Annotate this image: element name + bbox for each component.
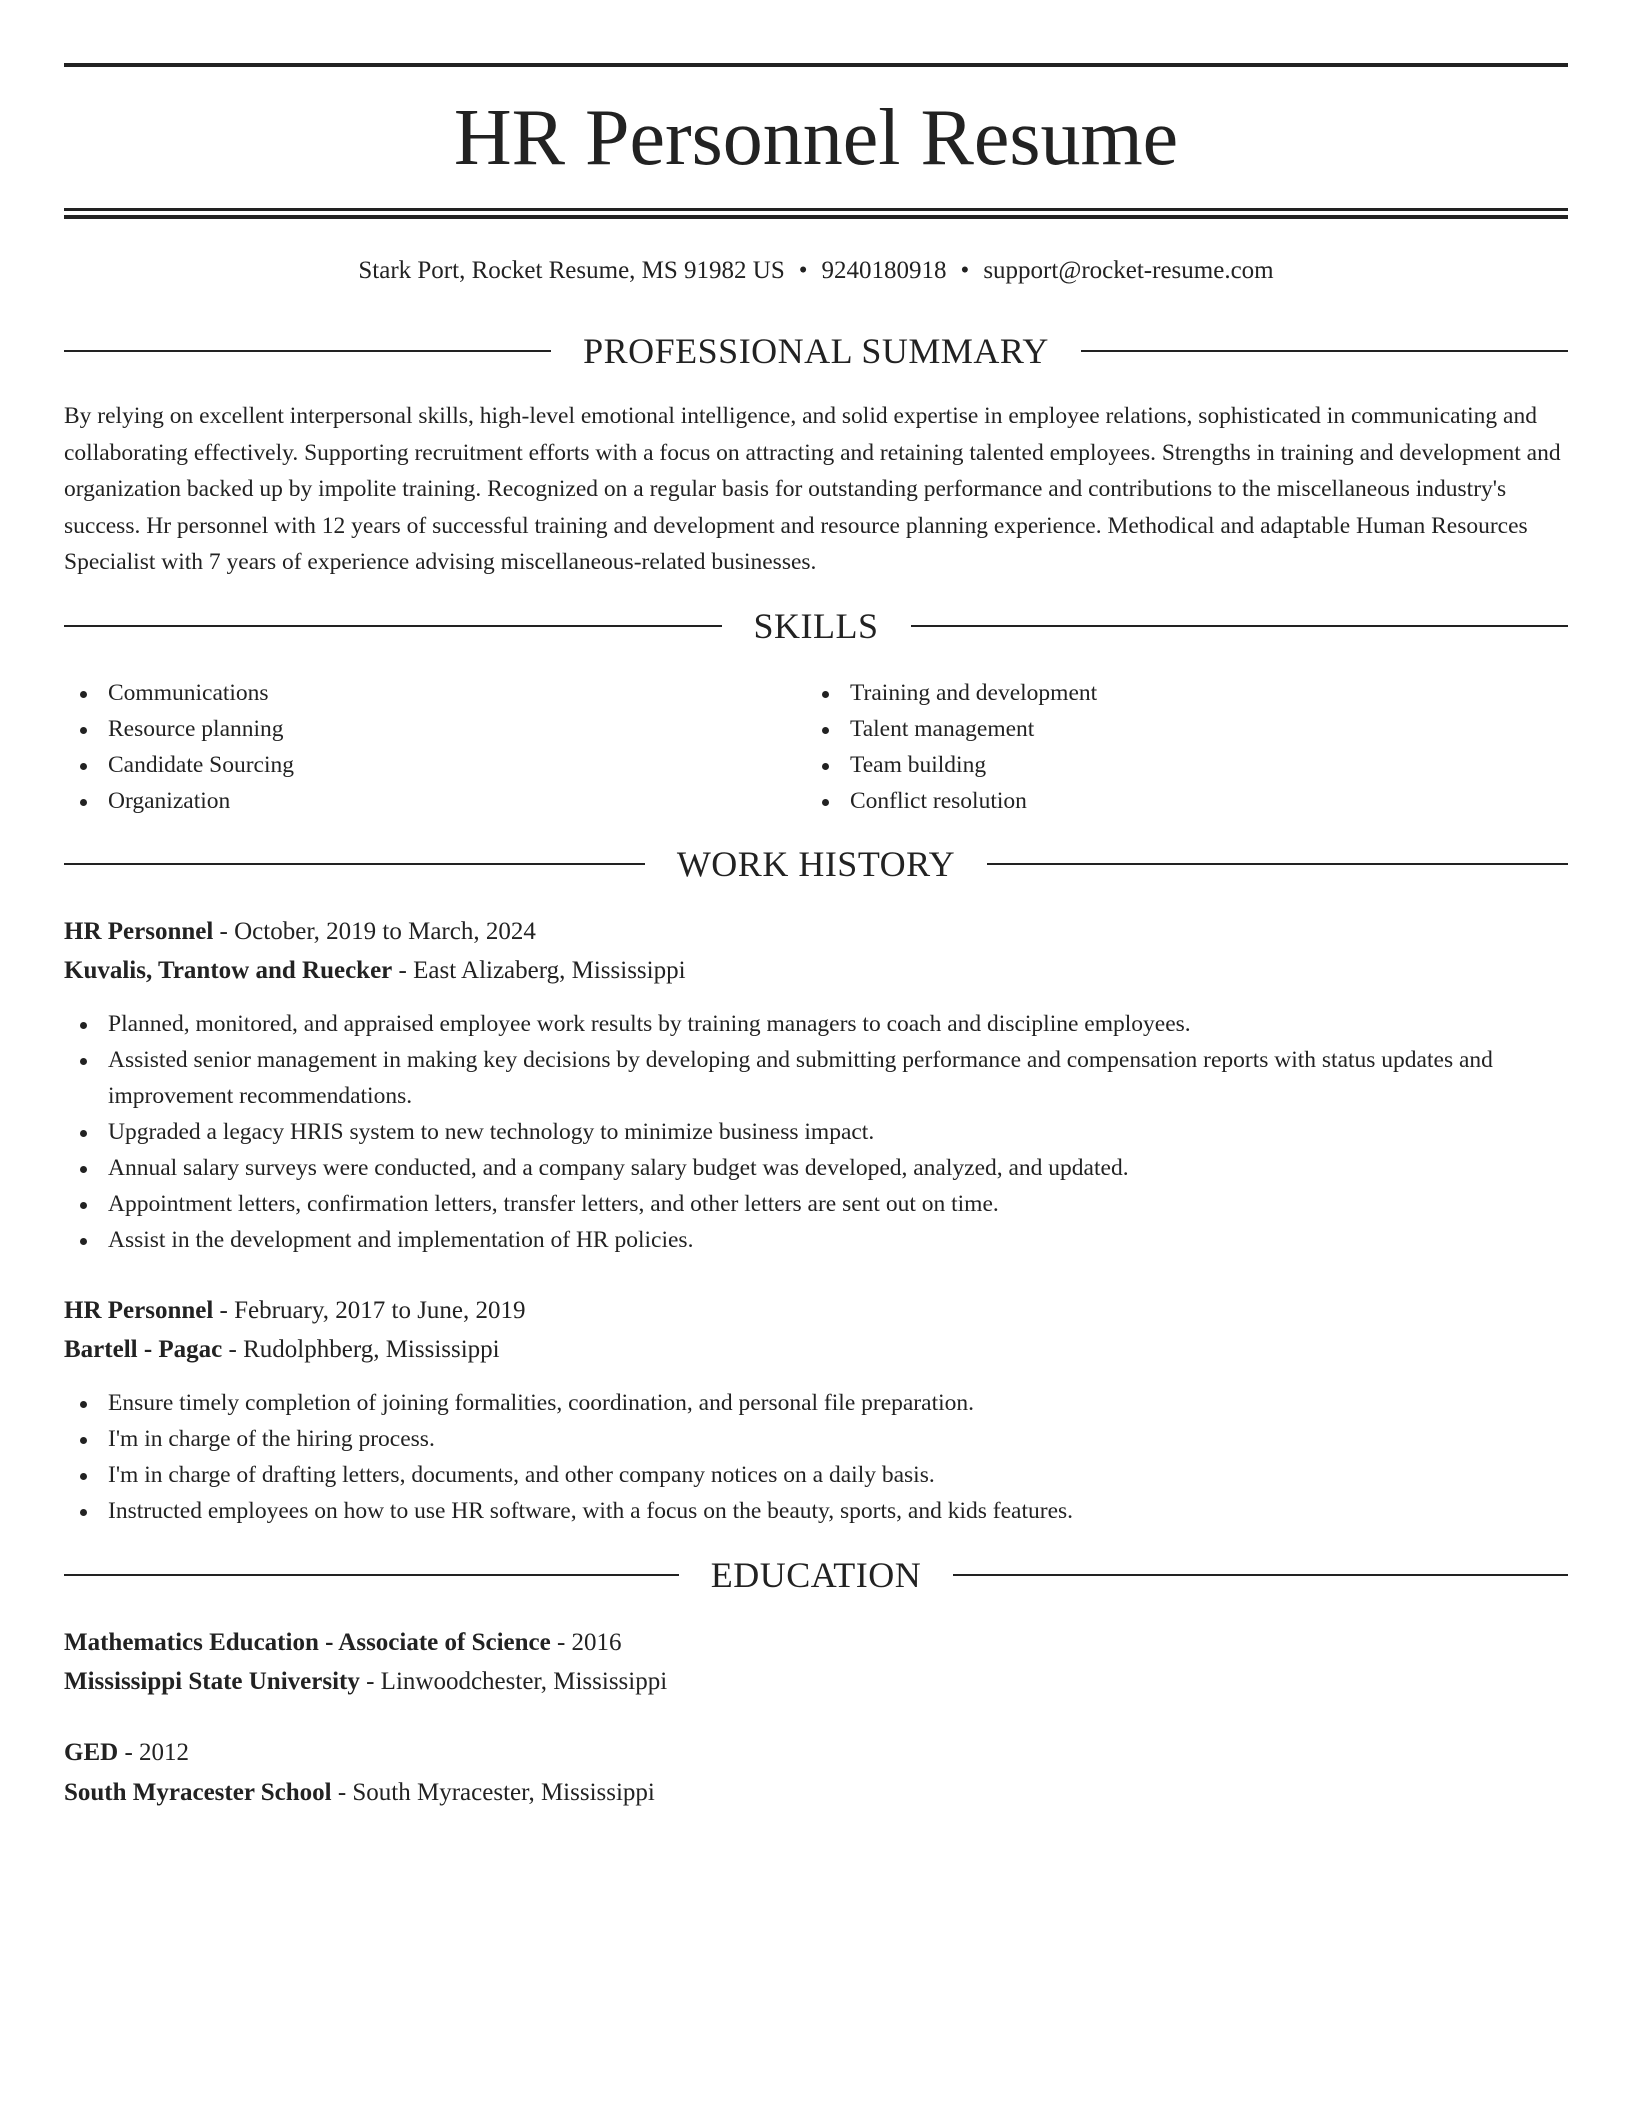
heading-rule bbox=[64, 863, 645, 865]
heading-rule bbox=[64, 350, 551, 352]
job-title: HR Personnel bbox=[64, 918, 214, 945]
job-bullets bbox=[64, 1006, 1568, 1258]
job-dates: - February, 2017 to June, 2019 bbox=[219, 1297, 526, 1324]
job-bullet: Instructed employees on how to use HR software, with a focus on the beauty, sports, and kids features. bbox=[64, 1493, 1568, 1529]
heading-rule bbox=[64, 625, 722, 627]
header-bottom-rule bbox=[64, 208, 1568, 211]
job-title-line bbox=[64, 912, 1568, 952]
contact-phone: 9240180918 bbox=[821, 257, 947, 284]
job-title-line bbox=[64, 1291, 1568, 1331]
resume-title: HR Personnel Resume bbox=[453, 94, 1179, 182]
heading-rule bbox=[953, 1574, 1568, 1576]
school-name: Mississippi State University bbox=[64, 1668, 360, 1695]
contact-line bbox=[64, 253, 1568, 289]
company-name: Bartell - Pagac bbox=[64, 1336, 223, 1363]
company-location: - East Alizaberg, Mississippi bbox=[398, 957, 686, 984]
heading-rule bbox=[911, 625, 1569, 627]
education-school-line bbox=[64, 1773, 1568, 1813]
heading-rule bbox=[987, 863, 1568, 865]
job-bullet: Upgraded a legacy HRIS system to new technology to minimize business impact. bbox=[64, 1114, 1568, 1150]
job-bullet: Annual salary surveys were conducted, and a company salary budget was developed, analyzed, and updated. bbox=[64, 1150, 1568, 1186]
degree-year: - 2012 bbox=[124, 1739, 190, 1766]
section-heading-work bbox=[64, 842, 1568, 886]
education-degree-line bbox=[64, 1623, 1568, 1663]
bullet-separator: • bbox=[798, 257, 808, 284]
degree-name: GED bbox=[64, 1739, 119, 1766]
company-name: Kuvalis, Trantow and Ruecker bbox=[64, 957, 393, 984]
skills-list-left bbox=[64, 675, 784, 819]
company-location: - Rudolphberg, Mississippi bbox=[228, 1336, 500, 1363]
skill-item: Resource planning bbox=[64, 711, 784, 747]
skill-item: Organization bbox=[64, 783, 784, 819]
contact-email: support@rocket-resume.com bbox=[983, 257, 1274, 284]
section-heading-summary bbox=[64, 329, 1568, 373]
job-bullet: Planned, monitored, and appraised employee work results by training managers to coach and discipline employees. bbox=[64, 1006, 1568, 1042]
skill-item: Candidate Sourcing bbox=[64, 747, 784, 783]
heading-rule bbox=[64, 1574, 679, 1576]
skills-list-right bbox=[806, 675, 1526, 819]
skill-item: Training and development bbox=[806, 675, 1526, 711]
job-company-line bbox=[64, 1330, 1568, 1370]
school-name: South Myracester School bbox=[64, 1779, 332, 1806]
job-bullet: Assist in the development and implementation of HR policies. bbox=[64, 1222, 1568, 1258]
job-bullet: I'm in charge of drafting letters, documents, and other company notices on a daily basis. bbox=[64, 1457, 1568, 1493]
header-bottom-rule-thick bbox=[64, 215, 1568, 219]
school-location: - South Myracester, Mississippi bbox=[337, 1779, 655, 1806]
header-top-rule bbox=[64, 63, 1568, 67]
section-heading-education bbox=[64, 1553, 1568, 1597]
heading-rule bbox=[1081, 350, 1568, 352]
heading-label: SKILLS bbox=[753, 606, 879, 646]
job-bullet: Assisted senior management in making key decisions by developing and submitting performance and compensation reports with status updates and improvement recommendations. bbox=[64, 1042, 1568, 1114]
job-title: HR Personnel bbox=[64, 1297, 214, 1324]
job-bullets bbox=[64, 1385, 1568, 1529]
job-bullet: Ensure timely completion of joining formalities, coordination, and personal file preparation. bbox=[64, 1385, 1568, 1421]
job-company-line bbox=[64, 951, 1568, 991]
contact-address: Stark Port, Rocket Resume, MS 91982 US bbox=[358, 257, 785, 284]
skill-item: Communications bbox=[64, 675, 784, 711]
skill-item: Talent management bbox=[806, 711, 1526, 747]
heading-label: EDUCATION bbox=[710, 1555, 922, 1595]
job-dates: - October, 2019 to March, 2024 bbox=[219, 918, 536, 945]
degree-year: - 2016 bbox=[556, 1629, 622, 1656]
professional-summary-text: By relying on excellent interpersonal skills, high-level emotional intelligence, and solid expertise in employee relations, sophisticated in communicating and collaborating effectively. Supporting recruitment efforts with a focus on attracting and retaining talented employees. Strengths in training and development and organization backed up by impolite training. Recognized on a regular basis for outstanding performance and contributions to the miscellaneous industry's success. Hr personnel with 12 years of successful training and development and resource planning experience. Methodical and adaptable Human Resources Specialist with 7 years of experience advising miscellaneous-related businesses. bbox=[64, 403, 1561, 575]
bullet-separator: • bbox=[960, 257, 970, 284]
skill-item: Team building bbox=[806, 747, 1526, 783]
education-school-line bbox=[64, 1662, 1568, 1702]
skill-item: Conflict resolution bbox=[806, 783, 1526, 819]
school-location: - Linwoodchester, Mississippi bbox=[366, 1668, 668, 1695]
job-bullet: I'm in charge of the hiring process. bbox=[64, 1421, 1568, 1457]
heading-label: PROFESSIONAL SUMMARY bbox=[583, 331, 1049, 371]
heading-label: WORK HISTORY bbox=[676, 844, 956, 884]
degree-name: Mathematics Education - Associate of Science bbox=[64, 1629, 551, 1656]
education-degree-line bbox=[64, 1733, 1568, 1773]
section-heading-skills bbox=[64, 604, 1568, 648]
job-bullet: Appointment letters, confirmation letters, transfer letters, and other letters are sent out on time. bbox=[64, 1186, 1568, 1222]
